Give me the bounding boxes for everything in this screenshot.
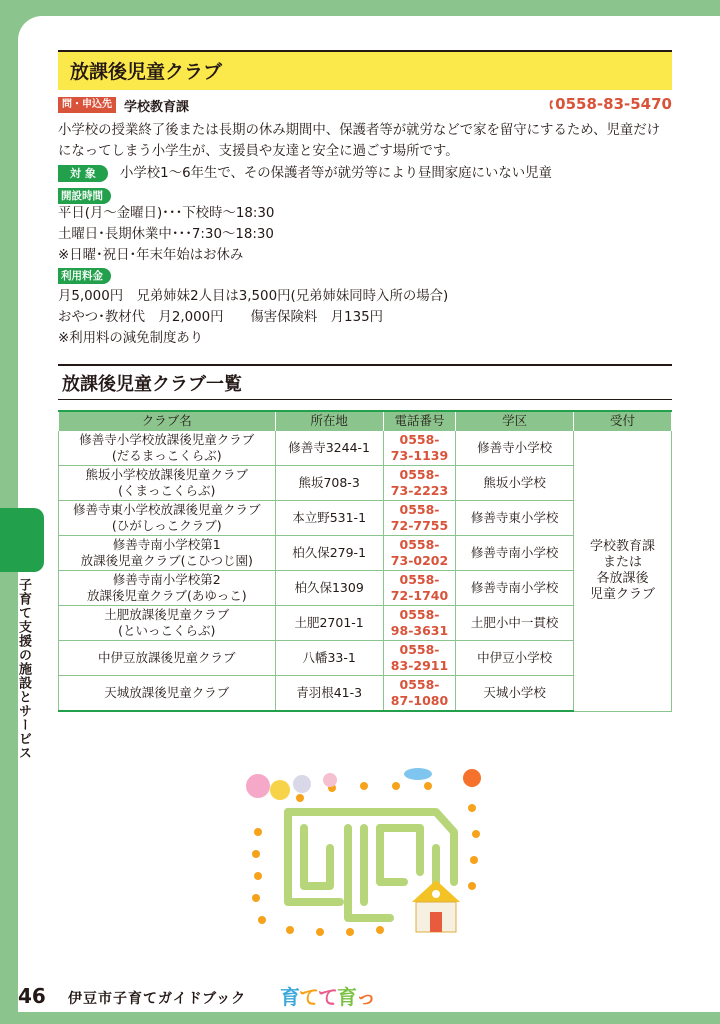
table-header-row <box>59 411 672 431</box>
phone-line: 0558- <box>399 642 440 657</box>
club-phone[interactable] <box>383 466 456 501</box>
club-name-line: (だるまっこくらぶ) <box>111 448 222 463</box>
club-phone[interactable] <box>383 676 456 712</box>
header-phone: 電話番号 <box>383 411 456 431</box>
target-text: 小学校1～6年生で、その保護者等が就労等により昼間家庭にいない児童 <box>120 166 552 181</box>
header-club-name: クラブ名 <box>59 411 276 431</box>
club-address: 青羽根41-3 <box>275 676 383 712</box>
club-district: 修善寺東小学校 <box>456 501 574 536</box>
header-district: 学区 <box>456 411 574 431</box>
contact-row <box>58 96 672 116</box>
club-name-line: 修善寺南小学校第1 <box>112 537 221 552</box>
phone-icon: 🕻 <box>549 98 554 113</box>
hours-line: ※日曜･祝日･年末年始はお休み <box>58 248 244 263</box>
page-number: 46 <box>18 984 46 1008</box>
list-title: 放課後児童クラブ一覧 <box>62 374 242 395</box>
club-district: 土肥小中一貫校 <box>456 606 574 641</box>
table-row <box>59 431 672 466</box>
phone-line: 98-3631 <box>390 623 449 638</box>
hours-label: 開設時間 <box>58 188 111 204</box>
section-title: 放課後児童クラブ <box>70 61 223 83</box>
guidebook-title: 伊豆市子育てガイドブック <box>68 991 247 1007</box>
contact-department: 学校教育課 <box>124 100 190 115</box>
fee-line: ※利用料の減免制度あり <box>58 331 204 346</box>
phone-line: 0558- <box>399 677 440 692</box>
hours-line: 平日(月～金曜日)･･･下校時～18:30 <box>58 206 275 221</box>
reception-line: または <box>603 554 643 570</box>
phone-line: 87-1080 <box>390 693 449 708</box>
club-name <box>59 466 276 501</box>
fee-line: 月5,000円 兄弟姉妹2人目は3,500円(兄弟姉妹同時入所の場合) <box>58 289 449 304</box>
fee-label: 利用料金 <box>58 268 111 284</box>
club-phone[interactable] <box>383 641 456 676</box>
club-address: 熊坂708-3 <box>275 466 383 501</box>
club-name-line: 修善寺南小学校第2 <box>112 572 221 587</box>
frame-top <box>0 0 720 16</box>
phone-line: 0558- <box>399 607 440 622</box>
reception-cell <box>574 431 672 712</box>
club-district: 修善寺小学校 <box>456 431 574 466</box>
club-phone[interactable] <box>383 606 456 641</box>
club-name: 中伊豆放課後児童クラブ <box>59 641 276 676</box>
phone-line: 0558- <box>399 537 440 552</box>
club-phone[interactable] <box>383 431 456 466</box>
club-address: 本立野531-1 <box>275 501 383 536</box>
target-label: 対 象 <box>58 165 108 182</box>
club-district: 修善寺南小学校 <box>456 536 574 571</box>
section-description: 小学校の授業終了後または長期の休み期間中、保護者等が就労などで家を留守にするため、児童だけになってしまう小学生が、支援員や友達と安全に過ごす場所です。 <box>58 123 661 159</box>
school-building <box>412 880 460 932</box>
bottom-bar <box>0 1012 720 1024</box>
club-address: 柏久保1309 <box>275 571 383 606</box>
club-address: 八幡33-1 <box>275 641 383 676</box>
phone-line: 72-1740 <box>390 588 449 603</box>
club-name-line: 修善寺東小学校放課後児童クラブ <box>73 502 261 517</box>
reception-line: 学校教育課 <box>590 538 656 554</box>
fee-line: おやつ･教材代 月2,000円 傷害保険料 月135円 <box>58 310 384 325</box>
phone-line: 0558- <box>399 502 440 517</box>
club-district: 中伊豆小学校 <box>456 641 574 676</box>
hours-line: 土曜日･長期休業中･･･7:30～18:30 <box>58 227 274 242</box>
phone-line: 73-1139 <box>390 448 449 463</box>
club-name: 天城放課後児童クラブ <box>59 676 276 712</box>
club-name-line: 修善寺小学校放課後児童クラブ <box>79 432 255 447</box>
chapter-label: 子育て支援の施設とサービス <box>16 578 31 760</box>
contact-phone-number: 0558-83-5470 <box>555 95 672 113</box>
club-name-line: (ひがしっこクラブ) <box>111 518 222 533</box>
logo-char: 育 <box>337 985 356 1009</box>
section-title-bar <box>58 50 672 90</box>
club-district: 修善寺南小学校 <box>456 571 574 606</box>
reception-line: 児童クラブ <box>590 586 656 602</box>
club-name <box>59 431 276 466</box>
phone-line: 73-0202 <box>390 553 449 568</box>
logo-char: て <box>318 985 337 1009</box>
logo-char: っ <box>356 985 375 1009</box>
phone-line: 73-2223 <box>390 483 449 498</box>
header-reception: 受付 <box>574 411 672 431</box>
club-name <box>59 571 276 606</box>
club-district: 熊坂小学校 <box>456 466 574 501</box>
club-address: 修善寺3244-1 <box>275 431 383 466</box>
club-name-line: (くまっこくらぶ) <box>118 483 216 498</box>
phone-line: 0558- <box>399 572 440 587</box>
club-district: 天城小学校 <box>456 676 574 712</box>
logo-char: て <box>299 985 318 1009</box>
club-name-line: 放課後児童クラブ(あゆっこ) <box>86 588 247 603</box>
club-phone[interactable] <box>383 501 456 536</box>
club-name-line: 放課後児童クラブ(こひつじ園) <box>80 553 253 568</box>
phone-line: 0558- <box>399 432 440 447</box>
club-table <box>58 410 672 712</box>
maze-illustration <box>240 762 490 940</box>
phone-line: 72-7755 <box>390 518 449 533</box>
reception-line: 各放課後 <box>596 570 649 586</box>
list-separator <box>58 364 672 366</box>
club-name <box>59 606 276 641</box>
contact-badge: 問・申込先 <box>58 97 116 113</box>
club-address: 柏久保279-1 <box>275 536 383 571</box>
target-row <box>58 164 672 184</box>
logo <box>280 981 375 1010</box>
header-address: 所在地 <box>275 411 383 431</box>
logo-char: 育 <box>280 985 299 1009</box>
club-name-line: 熊坂小学校放課後児童クラブ <box>85 467 249 482</box>
club-phone[interactable] <box>383 571 456 606</box>
list-title-underline <box>58 399 672 400</box>
club-name <box>59 536 276 571</box>
phone-line: 83-2911 <box>390 658 449 673</box>
contact-phone[interactable] <box>549 95 672 113</box>
club-name-line: 土肥放課後児童クラブ <box>104 607 230 622</box>
phone-line: 0558- <box>399 467 440 482</box>
club-name <box>59 501 276 536</box>
club-phone[interactable] <box>383 536 456 571</box>
club-name-line: (といっこくらぶ) <box>118 623 216 638</box>
club-address: 土肥2701-1 <box>275 606 383 641</box>
chapter-tab <box>0 508 44 572</box>
